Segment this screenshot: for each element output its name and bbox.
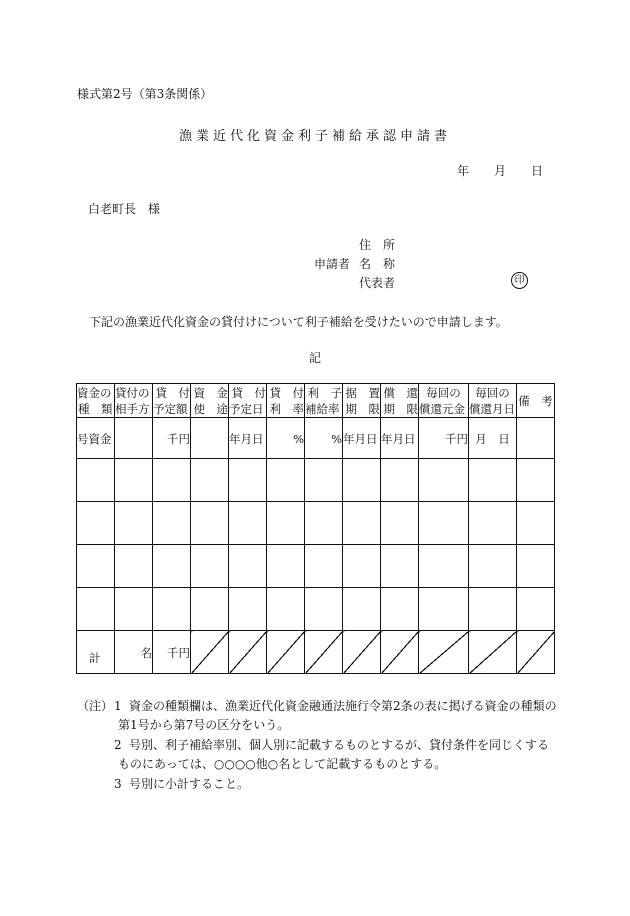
header-repayment-principal: 毎回の 償還元金: [419, 384, 469, 418]
page-title: 漁業近代化資金利子補給承認申請書: [178, 129, 451, 144]
unit-cell: 月 日: [469, 418, 517, 459]
table-row: [77, 502, 555, 545]
diagonal-cell: [267, 631, 305, 674]
diagonal-cell: [191, 631, 229, 674]
unit-cell: 年月日: [381, 418, 419, 459]
unit-cell: 千円: [153, 418, 191, 459]
note-1-line1: 資金の種類欄は、漁業近代化資金融通法施行令第2条の表に掲げる資金の種類の: [129, 699, 557, 713]
form-number: 様式第2号（第3条関係）: [77, 87, 213, 101]
diagonal-cell: [381, 631, 419, 674]
ki-heading: 記: [308, 351, 321, 365]
date-month-label: 月: [494, 164, 507, 178]
header-fund-use: 資 金 使 途: [191, 384, 229, 418]
table-row: [77, 545, 555, 588]
table-row: [77, 459, 555, 502]
diagonal-cell: [305, 631, 343, 674]
date-day-label: 日: [531, 164, 544, 178]
diagonal-cell: [517, 631, 555, 674]
table-row: [77, 418, 555, 459]
loan-table: [76, 383, 555, 674]
header-planned-amount: 貸 付 予定額: [153, 385, 190, 416]
total-count-cell: 名: [115, 631, 153, 674]
note-2-number: 2: [114, 738, 122, 752]
total-amount-cell: 千円: [153, 631, 191, 674]
note-2-line2: ものにあっては、○○○○他○名として記載するものとする。: [118, 757, 447, 771]
header-planned-date: 貸 付 予定日: [229, 385, 266, 416]
header-grace-period: 据 置 期 限: [343, 384, 381, 418]
unit-cell: [115, 418, 153, 459]
unit-cell: %: [267, 418, 305, 459]
total-label: 計: [77, 631, 115, 674]
note-3-line1: 号別に小計すること。: [129, 777, 250, 791]
unit-cell: %: [305, 418, 343, 459]
diagonal-cell: [343, 631, 381, 674]
representative-label: 代表者: [359, 276, 396, 290]
note-2-line1: 号別、利子補給率別、個人別に記載するものとするが、貸付条件を同じくする: [129, 738, 550, 752]
application-statement: 下記の漁業近代化資金の貸付けについて利子補給を受けたいので申請します。: [89, 315, 508, 329]
header-subsidy-rate: 利 子 補給率: [305, 385, 342, 416]
seal-mark: 印: [511, 272, 528, 289]
table-row: [77, 588, 555, 631]
note-3-number: 3: [114, 777, 122, 791]
diagonal-cell: [229, 631, 267, 674]
diagonal-cell: [469, 631, 517, 674]
total-row: [77, 631, 555, 674]
note-1-line2: 第1号から第7号の区分をいう。: [118, 718, 290, 732]
date-year-label: 年: [457, 164, 470, 178]
addressee: 白老町長 様: [88, 202, 161, 216]
unit-cell: [191, 418, 229, 459]
applicant-label: 申請者: [314, 257, 351, 271]
unit-cell: 年月日: [229, 418, 267, 459]
unit-cell: [517, 418, 555, 459]
header-borrower: 貸付の 相手方: [115, 384, 153, 418]
header-remarks: 備 考: [517, 384, 555, 418]
diagonal-cell: [419, 631, 469, 674]
header-interest-rate: 貸 付 利 率: [267, 384, 305, 418]
header-fund-type: 資金の 種 類: [77, 385, 113, 416]
note-1-number: 1: [114, 699, 122, 713]
unit-cell: 千円: [419, 418, 469, 459]
table-header-row: [77, 384, 555, 418]
address-label: 住 所: [359, 238, 396, 252]
name-label: 名 称: [359, 257, 396, 271]
header-repayment-date: 毎回の 償還月日: [469, 385, 515, 416]
header-repayment-period: 償 還 期 限: [381, 384, 419, 418]
unit-cell: 号資金: [77, 418, 115, 459]
unit-cell: 年月日: [343, 418, 381, 459]
notes-label: （注）: [77, 699, 114, 713]
